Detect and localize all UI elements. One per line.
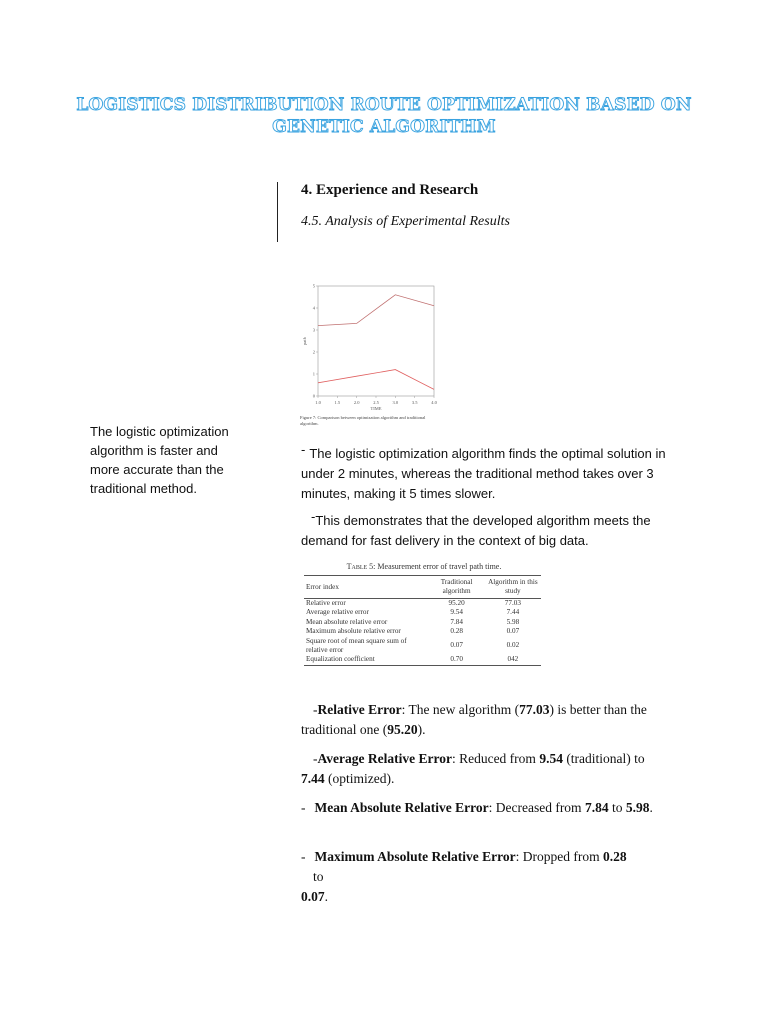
table-cell: 7.44 [506,608,520,617]
bullet-label: Mean Absolute Relative Error [314,800,489,815]
bullet-dash: - [301,849,306,864]
y-axis-label: path [302,337,307,345]
table-cell: 0.07 [450,641,463,650]
section-divider [277,182,278,242]
bullet-value: 0.28 [602,849,627,864]
bullet-dash: - [301,800,306,815]
y-tick-label: 4 [312,305,315,311]
y-tick-label: 3 [312,327,315,333]
bullet-text: (traditional) to [562,751,645,766]
x-tick-label: 1.0 [315,400,321,405]
bullet-maximum-absolute-relative-error [301,847,666,907]
bullet-mean-absolute-relative-error [301,798,671,818]
y-tick-label: 5 [312,283,315,289]
line-chart [298,280,438,415]
table-cell: 5.98 [506,617,520,626]
x-tick-label: 4.0 [431,400,437,405]
table-cell: Square root of mean square sum of relative error [306,636,407,655]
table-cell: Average relative error [306,608,369,617]
table-row [304,618,541,627]
paragraph-text: The logistic optimization algorithm finds the optimal solution in under 2 minutes, whereas the traditional method takes over 3 minutes, making it 5 times slower. [301,446,666,501]
x-axis-label: TIME [370,406,382,411]
bullet-label: Relative Error [317,702,402,717]
x-tick-label: 1.5 [334,400,341,405]
error-table-grid [304,575,541,666]
bullet-value: 9.54 [539,751,563,766]
table-row [304,655,541,665]
paragraph-text: This demonstrates that the developed algorithm meets the demand for fast delivery in the context of big data. [301,513,651,548]
table-cell: Mean absolute relative error [306,617,388,626]
table-cell: Maximum absolute relative error [306,627,401,636]
table-caption [304,562,544,571]
bullet-label: Average Relative Error [317,751,452,766]
bullet-text: : The new algorithm ( [401,702,520,717]
table-cell: Relative error [306,599,346,607]
table-header-cell: Traditional algorithm [429,576,485,599]
section-subheading: 4.5. Analysis of Experimental Results [301,214,510,229]
bullet-label: Maximum Absolute Relative Error [314,849,516,864]
bullet-dash: - [313,751,318,766]
bullet-value: 77.03 [519,702,550,717]
paragraph-speed [301,444,671,504]
x-tick-label: 2.5 [373,400,379,405]
bullet-text: . [649,800,653,815]
bullet-text: to [608,800,626,815]
x-tick-label: 2.0 [353,400,360,405]
table-cell: 77.03 [504,599,521,607]
table-cell: 0.02 [506,641,520,650]
y-tick-label: 2 [312,349,315,355]
y-tick-label: 1 [312,371,315,377]
error-table [304,562,544,666]
figure-caption: Figure 7: Comparison between optimization algorithm and traditional algorithm. [300,415,426,426]
table-cell: 0.70 [429,655,485,665]
bullet-value: 95.20 [387,722,418,737]
table-row [304,637,541,656]
bullet-relative-error [301,700,661,740]
y-tick-label: 0 [312,393,315,399]
series-line-2 [318,370,434,390]
table-header-row [304,576,541,599]
table-cell: 9.54 [450,608,463,617]
bullet-dash: - [313,702,318,717]
section-heading: 4. Experience and Research [301,182,479,198]
bullet-average-relative-error [301,749,661,789]
series-line-1 [318,295,434,326]
table-caption-text: Measurement error of travel path time. [377,562,502,571]
bullet-text: . [324,889,328,904]
table-row [304,599,541,609]
table-header-cell: Algorithm in this study [485,576,541,599]
bullet-text: ) is better than the traditional one ( [301,702,647,737]
x-tick-label: 3.0 [392,400,399,405]
table-row [304,608,541,617]
bullet-text: : Reduced from [451,751,540,766]
page-title: LOGISTICS DISTRIBUTION ROUTE OPTIMIZATION BASED ON GENETIC ALGORITHM [76,95,692,137]
table-header-cell: Error index [304,576,429,599]
table-caption-label: Table 5: [346,562,376,571]
paragraph-demand [301,511,651,551]
table-row [304,627,541,636]
bullet-text: to [313,869,324,884]
table-cell: Equalization coefficient [304,655,429,665]
table-cell: 95.20 [448,599,465,607]
bullet-value: 0.07 [301,889,325,904]
x-tick-label: 3.5 [411,400,418,405]
bullet-text: ). [417,722,426,737]
bullet-text: : Decreased from [488,800,585,815]
table-cell: 0.28 [450,627,463,636]
bullet-text: (optimized). [324,771,395,786]
figure-7 [298,280,438,430]
side-note: The logistic optimization algorithm is faster and more accurate than the traditional method. [90,424,229,496]
paragraph-dash: - [301,442,306,457]
paragraph-dash: - [311,509,316,524]
bullet-value: 7.84 [584,800,609,815]
table-cell: 7.84 [450,617,463,626]
bullet-value: 7.44 [301,771,325,786]
table-cell: 042 [485,655,541,665]
bullet-text: : Dropped from [515,849,603,864]
bullet-value: 5.98 [625,800,650,815]
table-cell: 0.07 [506,627,520,636]
